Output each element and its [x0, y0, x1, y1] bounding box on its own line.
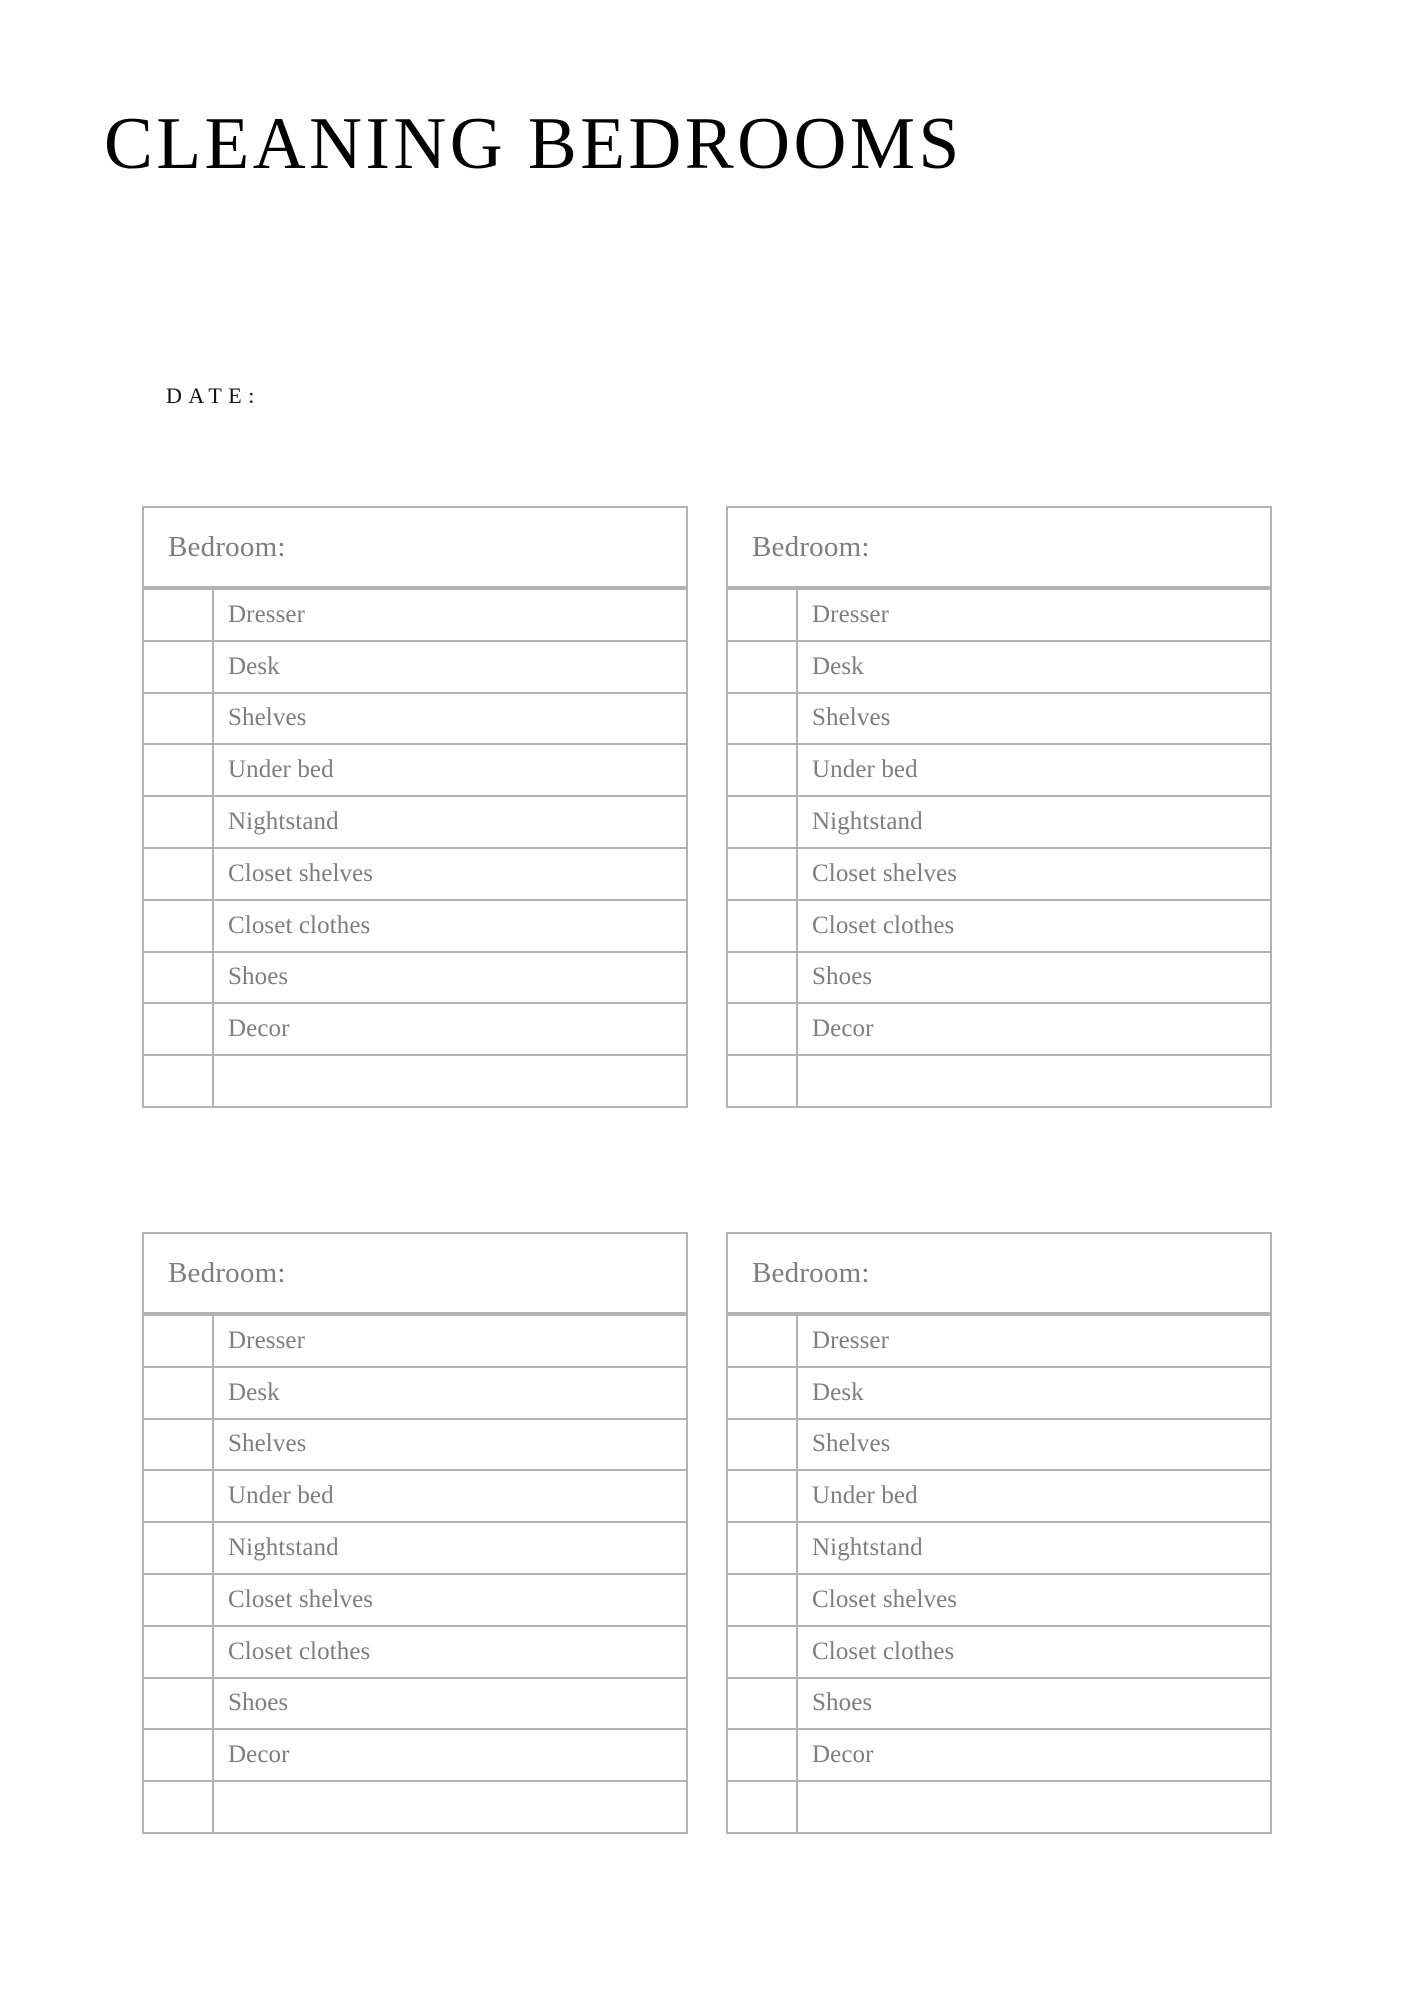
task-label: Shoes	[228, 963, 289, 991]
task-label: Closet shelves	[228, 859, 374, 887]
table-row-blank[interactable]	[728, 1054, 1270, 1106]
task-label: Desk	[812, 1378, 864, 1406]
task-label-cell	[214, 745, 686, 795]
task-label: Dresser	[812, 600, 890, 628]
table-row[interactable]	[728, 588, 1270, 640]
table-row[interactable]	[144, 1625, 686, 1677]
table-row[interactable]	[728, 1521, 1270, 1573]
table-row[interactable]	[728, 692, 1270, 744]
table-row[interactable]	[144, 1002, 686, 1054]
task-label: Decor	[228, 1015, 290, 1043]
task-label-cell	[214, 1575, 686, 1625]
task-label: Closet clothes	[812, 911, 955, 939]
date-field-label: DATE:	[166, 383, 261, 408]
bedroom-cards-grid	[142, 506, 1272, 1834]
checkbox-cell[interactable]	[728, 1368, 798, 1418]
task-label: Decor	[228, 1741, 290, 1769]
table-row[interactable]	[144, 951, 686, 1003]
checkbox-cell[interactable]	[728, 1420, 798, 1470]
task-label: Dresser	[812, 1326, 890, 1354]
task-label: Desk	[228, 652, 280, 680]
checkbox-cell[interactable]	[728, 745, 798, 795]
table-row[interactable]	[144, 795, 686, 847]
task-label-cell	[214, 797, 686, 847]
task-label: Under bed	[228, 1482, 334, 1510]
checkbox-cell[interactable]	[144, 1004, 214, 1054]
checkbox-cell[interactable]	[728, 1056, 798, 1106]
task-label-cell	[798, 1730, 1270, 1780]
table-row[interactable]	[728, 1573, 1270, 1625]
table-row[interactable]	[144, 1521, 686, 1573]
bedroom-header-label: Bedroom:	[168, 531, 286, 563]
table-row[interactable]	[144, 1469, 686, 1521]
bedroom-task-list	[142, 588, 688, 1108]
task-label-cell	[214, 1004, 686, 1054]
checkbox-cell[interactable]	[144, 1316, 214, 1366]
task-label: Decor	[812, 1015, 874, 1043]
table-row-blank[interactable]	[728, 1780, 1270, 1832]
table-row[interactable]	[728, 1314, 1270, 1366]
task-label-cell	[798, 1316, 1270, 1366]
bedroom-header-label: Bedroom:	[752, 531, 870, 563]
table-row[interactable]	[144, 692, 686, 744]
checkbox-cell[interactable]	[728, 1523, 798, 1573]
checkbox-cell[interactable]	[144, 642, 214, 692]
task-label: Under bed	[812, 756, 918, 784]
task-label-cell	[798, 1679, 1270, 1729]
task-label-cell	[214, 1420, 686, 1470]
table-row[interactable]	[144, 847, 686, 899]
checkbox-cell[interactable]	[728, 797, 798, 847]
task-label: Under bed	[228, 756, 334, 784]
table-row-blank[interactable]	[144, 1054, 686, 1106]
checkbox-cell[interactable]	[728, 1679, 798, 1729]
table-row[interactable]	[728, 743, 1270, 795]
checkbox-cell[interactable]	[144, 694, 214, 744]
task-label-cell	[798, 901, 1270, 951]
bedroom-card	[726, 506, 1272, 1108]
checkbox-cell[interactable]	[144, 1471, 214, 1521]
bedroom-header-label: Bedroom:	[168, 1256, 286, 1289]
task-label-cell	[214, 1627, 686, 1677]
task-label-cell	[214, 1679, 686, 1729]
checkbox-cell[interactable]	[144, 1056, 214, 1106]
checkbox-cell[interactable]	[144, 1420, 214, 1470]
bedroom-card	[142, 506, 688, 1108]
task-label-cell	[798, 1368, 1270, 1418]
bedroom-name-field[interactable]	[142, 1232, 688, 1314]
checkbox-cell[interactable]	[728, 849, 798, 899]
task-label-cell	[798, 953, 1270, 1003]
table-row[interactable]	[728, 1002, 1270, 1054]
task-label-cell	[798, 1627, 1270, 1677]
bedroom-name-field[interactable]	[142, 506, 688, 588]
task-label: Shoes	[812, 963, 873, 991]
task-label-cell[interactable]	[214, 1782, 686, 1832]
checkbox-cell[interactable]	[728, 953, 798, 1003]
table-row[interactable]	[144, 1573, 686, 1625]
table-row[interactable]	[728, 1677, 1270, 1729]
task-label-cell	[798, 1575, 1270, 1625]
checkbox-cell[interactable]	[728, 642, 798, 692]
checkbox-cell[interactable]	[144, 1627, 214, 1677]
task-label-cell	[214, 590, 686, 640]
task-label: Shelves	[812, 1430, 891, 1458]
task-label-cell	[798, 1523, 1270, 1573]
checkbox-cell[interactable]	[728, 1782, 798, 1832]
task-label-cell	[214, 1523, 686, 1573]
task-label: Closet shelves	[812, 1585, 958, 1613]
task-label: Closet clothes	[228, 911, 371, 939]
table-row[interactable]	[728, 899, 1270, 951]
table-row[interactable]	[728, 640, 1270, 692]
checkbox-cell[interactable]	[144, 849, 214, 899]
task-label-cell	[214, 901, 686, 951]
task-label: Shelves	[812, 704, 891, 732]
task-label: Shoes	[812, 1689, 873, 1717]
task-label: Under bed	[812, 1482, 918, 1510]
checkbox-cell[interactable]	[728, 1004, 798, 1054]
checkbox-cell[interactable]	[144, 797, 214, 847]
task-label-cell	[798, 694, 1270, 744]
task-label-cell	[798, 797, 1270, 847]
checkbox-cell[interactable]	[728, 590, 798, 640]
table-row[interactable]	[728, 951, 1270, 1003]
task-label: Nightstand	[228, 1534, 339, 1562]
checkbox-cell[interactable]	[728, 1627, 798, 1677]
table-row[interactable]	[144, 899, 686, 951]
checkbox-cell[interactable]	[144, 1575, 214, 1625]
checkbox-cell[interactable]	[144, 590, 214, 640]
task-label: Shelves	[228, 704, 307, 732]
task-label-cell	[798, 1420, 1270, 1470]
task-label: Desk	[812, 652, 864, 680]
checkbox-cell[interactable]	[728, 1730, 798, 1780]
checkbox-cell[interactable]	[728, 901, 798, 951]
task-label-cell[interactable]	[798, 1782, 1270, 1832]
checkbox-cell[interactable]	[728, 1316, 798, 1366]
table-row[interactable]	[728, 1366, 1270, 1418]
task-label-cell	[798, 590, 1270, 640]
bedroom-card	[726, 1232, 1272, 1834]
table-row[interactable]	[144, 1418, 686, 1470]
task-label-cell	[798, 1471, 1270, 1521]
task-label: Nightstand	[228, 808, 339, 836]
table-row-blank[interactable]	[144, 1780, 686, 1832]
task-label: Dresser	[228, 1326, 306, 1354]
task-label-cell	[798, 1004, 1270, 1054]
checkbox-cell[interactable]	[144, 1679, 214, 1729]
task-label-cell	[214, 642, 686, 692]
table-row[interactable]	[144, 1366, 686, 1418]
table-row[interactable]	[144, 743, 686, 795]
table-row[interactable]	[728, 847, 1270, 899]
table-row[interactable]	[144, 1314, 686, 1366]
checkbox-cell[interactable]	[728, 1575, 798, 1625]
task-label: Closet clothes	[812, 1637, 955, 1665]
bedroom-task-list	[726, 588, 1272, 1108]
task-label-cell[interactable]	[798, 1056, 1270, 1106]
checkbox-cell[interactable]	[144, 745, 214, 795]
task-label: Shoes	[228, 1689, 289, 1717]
task-label-cell	[214, 1471, 686, 1521]
bedroom-task-list	[142, 1314, 688, 1834]
bedroom-name-field[interactable]	[726, 506, 1272, 588]
task-label-cell	[214, 953, 686, 1003]
table-row[interactable]	[728, 1625, 1270, 1677]
table-row[interactable]	[728, 1728, 1270, 1780]
table-row[interactable]	[728, 1469, 1270, 1521]
task-label-cell	[214, 1368, 686, 1418]
checkbox-cell[interactable]	[144, 953, 214, 1003]
task-label-cell	[214, 1730, 686, 1780]
task-label-cell	[214, 849, 686, 899]
task-label: Nightstand	[812, 808, 923, 836]
table-row[interactable]	[144, 1677, 686, 1729]
page-title: CLEANING BEDROOMS	[104, 103, 963, 185]
task-label: Closet shelves	[812, 859, 958, 887]
bedroom-card	[142, 1232, 688, 1834]
task-label: Shelves	[228, 1430, 307, 1458]
task-label: Nightstand	[812, 1534, 923, 1562]
task-label-cell	[798, 642, 1270, 692]
bedroom-name-field[interactable]	[726, 1232, 1272, 1314]
task-label: Desk	[228, 1378, 280, 1406]
checkbox-cell[interactable]	[144, 1782, 214, 1832]
checkbox-cell[interactable]	[144, 1368, 214, 1418]
checkbox-cell[interactable]	[144, 1730, 214, 1780]
task-label-cell	[214, 694, 686, 744]
task-label: Dresser	[228, 600, 306, 628]
task-label-cell	[798, 745, 1270, 795]
checkbox-cell[interactable]	[728, 1471, 798, 1521]
task-label-cell	[214, 1316, 686, 1366]
table-row[interactable]	[144, 640, 686, 692]
bedroom-header-label: Bedroom:	[752, 1256, 870, 1289]
task-label-cell[interactable]	[214, 1056, 686, 1106]
task-label: Closet clothes	[228, 1637, 371, 1665]
bedroom-task-list	[726, 1314, 1272, 1834]
table-row[interactable]	[144, 1728, 686, 1780]
task-label: Closet shelves	[228, 1585, 374, 1613]
table-row[interactable]	[728, 1418, 1270, 1470]
task-label-cell	[798, 849, 1270, 899]
checkbox-cell[interactable]	[144, 1523, 214, 1573]
checkbox-cell[interactable]	[144, 901, 214, 951]
task-label: Decor	[812, 1741, 874, 1769]
table-row[interactable]	[144, 588, 686, 640]
checkbox-cell[interactable]	[728, 694, 798, 744]
table-row[interactable]	[728, 795, 1270, 847]
